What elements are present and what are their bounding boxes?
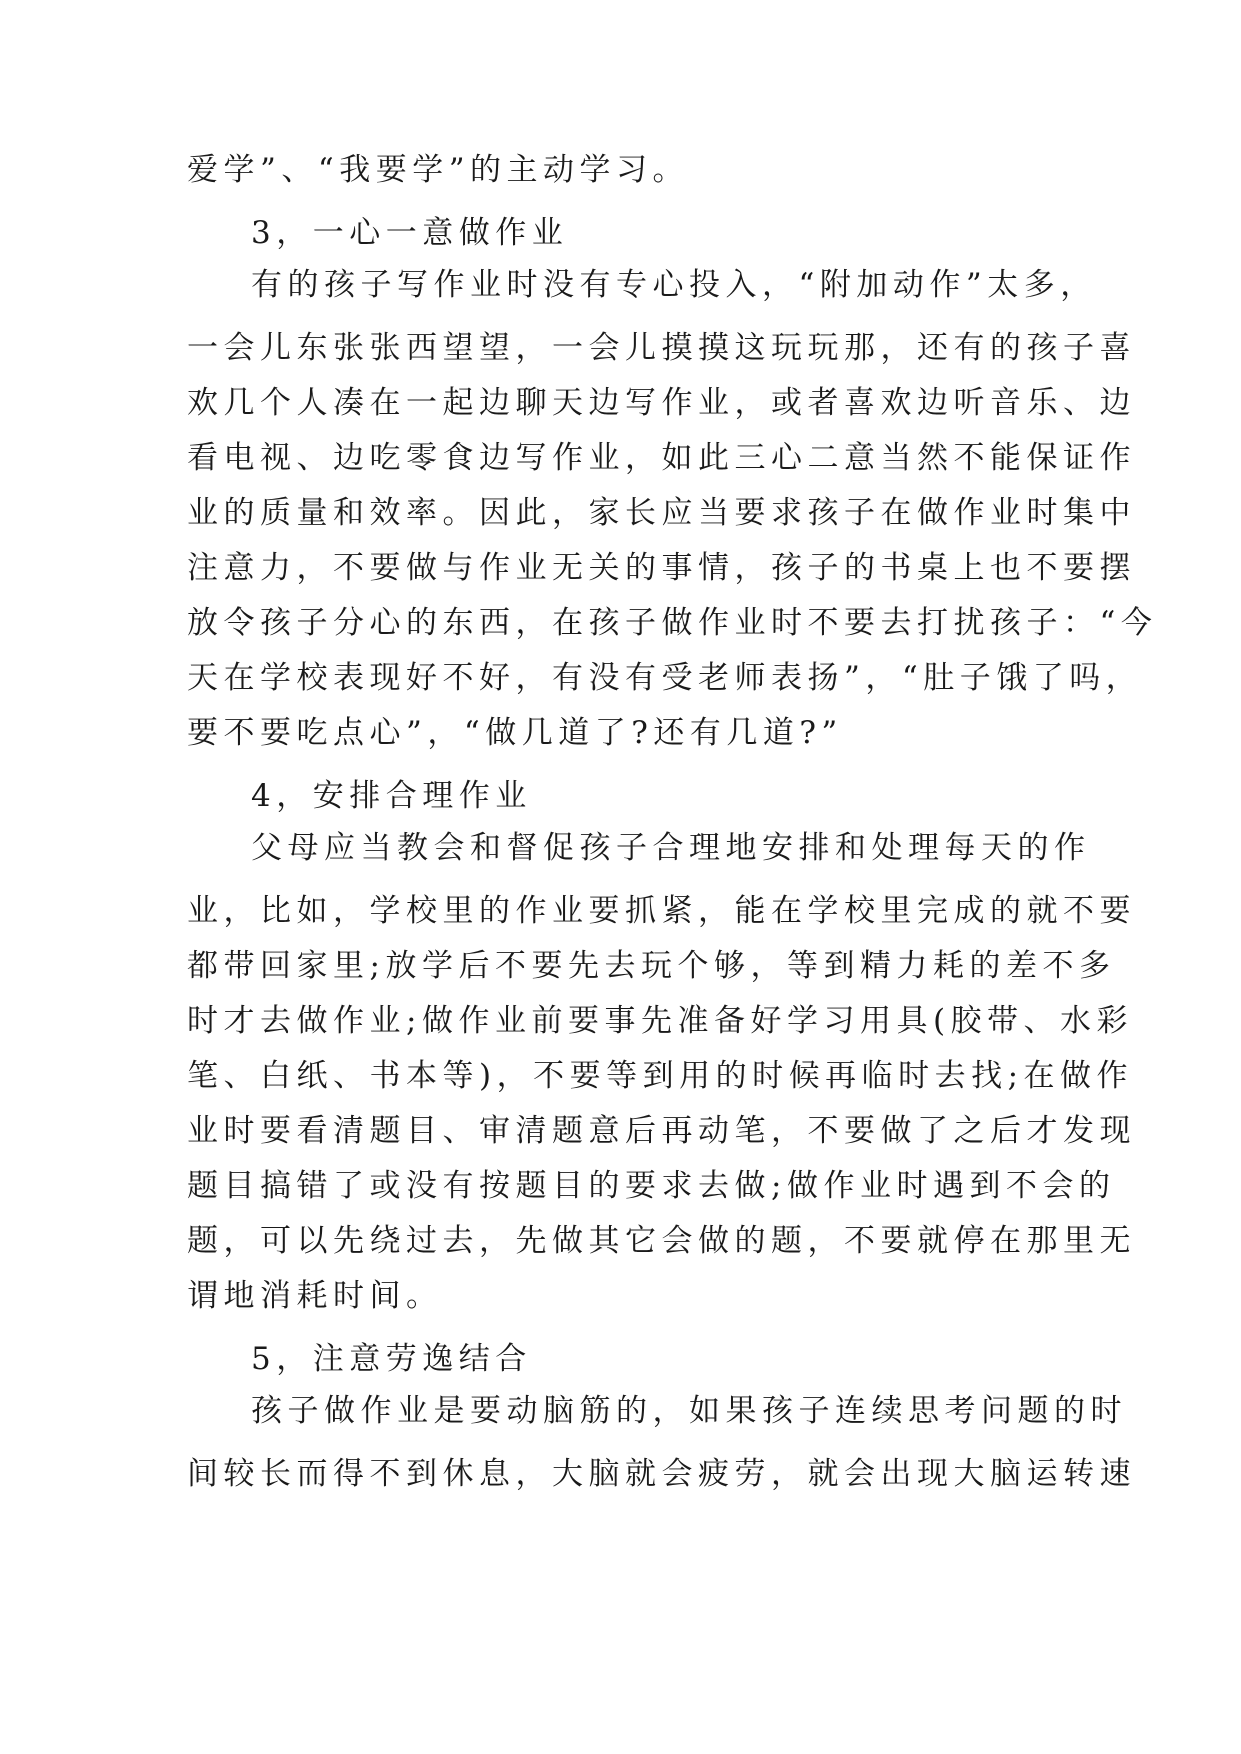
paragraph-line: 题，可以先绕过去，先做其它会做的题，不要就停在那里无 bbox=[187, 1223, 1136, 1259]
paragraph-line: 有的孩子写作业时没有专心投入，“附加动作”太多， bbox=[251, 267, 1097, 303]
paragraph-line: 父母应当教会和督促孩子合理地安排和处理每天的作 bbox=[251, 830, 1091, 866]
paragraph-line: 天在学校表现好不好，有没有受老师表扬”，“肚子饿了吗， bbox=[187, 660, 1143, 696]
section-heading: 4，安排合理作业 bbox=[251, 778, 532, 814]
paragraph-line: 孩子做作业是要动脑筋的，如果孩子连续思考问题的时 bbox=[251, 1393, 1127, 1429]
paragraph-line: 谓地消耗时间。 bbox=[187, 1278, 443, 1314]
paragraph-line: 业的质量和效率。因此，家长应当要求孩子在做作业时集中 bbox=[187, 495, 1136, 531]
paragraph-line: 题目搞错了或没有按题目的要求去做;做作业时遇到不会的 bbox=[187, 1168, 1116, 1204]
paragraph-line: 欢几个人凑在一起边聊天边写作业，或者喜欢边听音乐、边 bbox=[187, 385, 1136, 421]
paragraph-line: 都带回家里;放学后不要先去玩个够，等到精力耗的差不多 bbox=[187, 948, 1116, 984]
paragraph-line: 要不要吃点心”，“做几道了?还有几道?” bbox=[187, 715, 843, 751]
paragraph-line: 注意力，不要做与作业无关的事情，孩子的书桌上也不要摆 bbox=[187, 550, 1136, 586]
paragraph-line: 间较长而得不到休息，大脑就会疲劳，就会出现大脑运转速 bbox=[187, 1456, 1136, 1492]
paragraph-line: 业，比如，学校里的作业要抓紧，能在学校里完成的就不要 bbox=[187, 893, 1136, 929]
section-heading: 3，一心一意做作业 bbox=[251, 215, 569, 251]
paragraph-line: 时才去做作业;做作业前要事先准备好学习用具(胶带、水彩 bbox=[187, 1003, 1134, 1039]
paragraph-line: 一会儿东张张西望望，一会儿摸摸这玩玩那，还有的孩子喜 bbox=[187, 330, 1136, 366]
paragraph-line: 看电视、边吃零食边写作业，如此三心二意当然不能保证作 bbox=[187, 440, 1136, 476]
paragraph-line: 笔、白纸、书本等)，不要等到用的时候再临时去找;在做作 bbox=[187, 1058, 1134, 1094]
paragraph-line: 业时要看清题目、审清题意后再动笔，不要做了之后才发现 bbox=[187, 1113, 1136, 1149]
section-heading: 5，注意劳逸结合 bbox=[251, 1341, 532, 1377]
text-line: 爱学”、“我要学”的主动学习。 bbox=[187, 152, 690, 188]
paragraph-line: 放令孩子分心的东西，在孩子做作业时不要去打扰孩子：“今 bbox=[187, 605, 1158, 641]
